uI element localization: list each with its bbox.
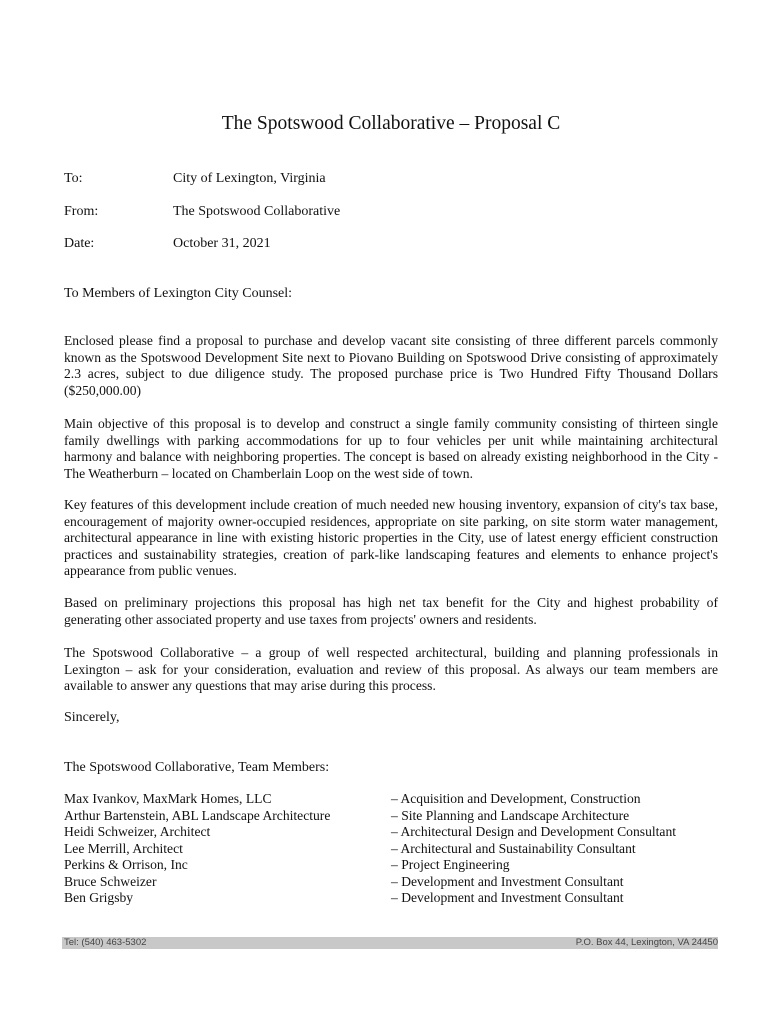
team-member <box>64 808 724 825</box>
date-label: Date: <box>64 236 95 251</box>
to-label: To: <box>64 171 83 186</box>
paragraph-objective: Main objective of this proposal is to develop and construct a single family community consisting of thirteen single family dwellings with parking accommodations for up to four vehicles per unit while maintaining architectural harmony and balance with neighboring properties. The concept is based on already existing neighborhood in the City - The Weatherburn – located on Chamberlain Loop on the west side of town. <box>64 416 718 481</box>
closing: Sincerely, <box>64 710 120 725</box>
team-member <box>64 841 724 858</box>
member-role: – Development and Investment Consultant <box>391 890 624 905</box>
member-name: Ben Grigsby <box>64 890 134 905</box>
from-value: The Spotswood Collaborative <box>173 204 341 219</box>
page-title: The Spotswood Collaborative – Proposal C <box>221 113 561 134</box>
member-role: – Acquisition and Development, Construction <box>391 791 641 806</box>
team-member <box>64 874 724 891</box>
member-role: – Architectural Design and Development Consultant <box>391 824 677 839</box>
team-member <box>64 890 724 907</box>
team-member <box>64 824 724 841</box>
team-heading: The Spotswood Collaborative, Team Members: <box>64 760 330 775</box>
member-name: Arthur Bartenstein, ABL Landscape Architecture <box>64 807 331 823</box>
team-member <box>64 791 724 808</box>
paragraph-proposal: Enclosed please find a proposal to purchase and develop vacant site consisting of three different parcels commonly known as the Spotswood Development Site next to Piovano Building on Spotswood Drive consisting of approximately 2.3 acres, subject to due diligence study. The proposed purchase price is Two Hundred Fifty Thousand Dollars ($250,000.00) <box>64 333 718 398</box>
team-list <box>64 791 724 907</box>
member-name: Max Ivankov, MaxMark Homes, LLC <box>64 791 272 806</box>
paragraph-key-features: Key features of this development include creation of much needed new housing inventory, expansion of city's tax base, encouragement of majority owner-occupied residences, appropriate on site parking, on site storm water management, architectural appearance in line with existing historic properties in the City, use of latest energy efficient construction practices and sustainability strategies, creation of park-like landscaping features and elements to enhance project's appearance from public venues. <box>64 497 718 579</box>
footer-bar <box>62 937 718 949</box>
footer-phone: Tel: (540) 463-5302 <box>64 937 147 948</box>
member-name: Heidi Schweizer, Architect <box>64 824 211 839</box>
to-value: City of Lexington, Virginia <box>173 171 326 186</box>
salutation: To Members of Lexington City Counsel: <box>64 286 293 301</box>
member-role: – Site Planning and Landscape Architecture <box>391 807 630 823</box>
footer-address: P.O. Box 44, Lexington, VA 24450 <box>575 937 718 948</box>
member-name: Lee Merrill, Architect <box>64 840 183 856</box>
paragraph-projections: Based on preliminary projections this proposal has high net tax benefit for the City and highest probability of generating other associated property and use taxes from projects' owners and residents. <box>64 595 718 627</box>
member-name: Bruce Schweizer <box>64 873 157 889</box>
paragraph-collaborative: The Spotswood Collaborative – a group of well respected architectural, building and planning professionals in Lexington – ask for your consideration, evaluation and review of this proposal. As always our team members are available to answer any questions that may arise during this process. <box>64 645 718 694</box>
member-role: – Project Engineering <box>391 857 510 872</box>
member-role: – Architectural and Sustainability Consultant <box>391 840 636 856</box>
member-name: Perkins & Orrison, Inc <box>64 857 188 872</box>
team-member <box>64 857 724 874</box>
date-value: October 31, 2021 <box>173 236 271 251</box>
from-label: From: <box>64 204 99 219</box>
member-role: – Development and Investment Consultant <box>391 873 624 889</box>
